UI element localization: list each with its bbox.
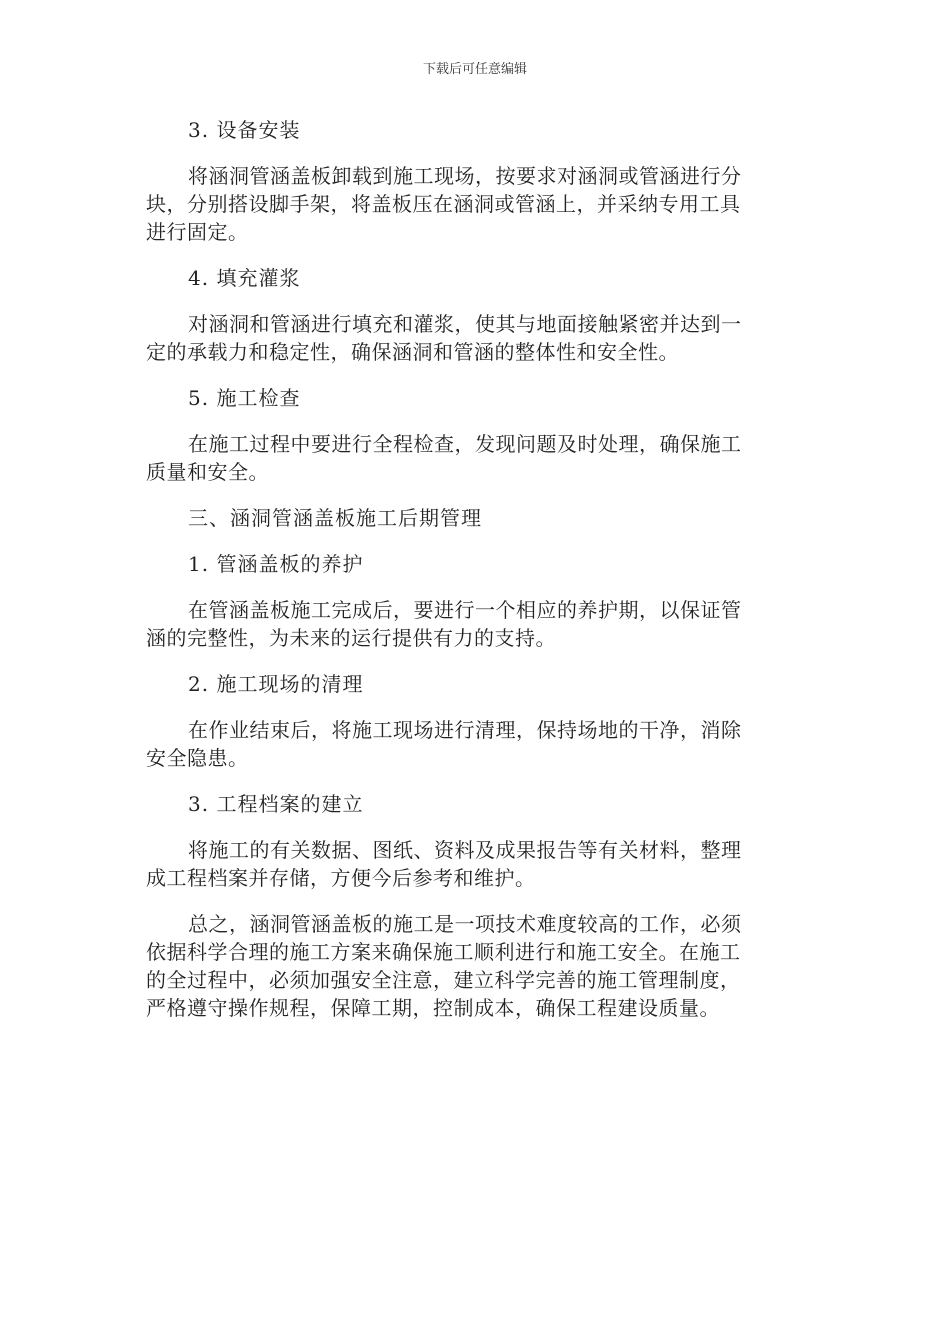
text-line: 对涵洞和管涵进行填充和灌浆，使其与地面接触紧密并达到一 [188, 312, 742, 336]
text-line: 将施工的有关数据、图纸、资料及成果报告等有关材料，整理 [188, 838, 742, 862]
paragraph [146, 596, 796, 652]
section-heading [146, 670, 796, 698]
text-line: 5. 施工检查 [188, 386, 301, 410]
section-heading [146, 550, 796, 578]
text-line: 3. 设备安装 [188, 118, 301, 142]
text-line: 在作业结束后，将施工现场进行清理，保持场地的干净，消除 [188, 718, 742, 742]
text-line: 块，分别搭设脚手架，将盖板压在涵洞或管涵上，并采纳专用工具 [146, 192, 741, 216]
text-line: 的全过程中，必须加强安全注意，建立科学完善的施工管理制度， [146, 968, 741, 992]
text-line: 质量和安全。 [146, 460, 269, 484]
text-line: 将涵洞管涵盖板卸载到施工现场，按要求对涵洞或管涵进行分 [188, 164, 742, 188]
paragraph [146, 310, 796, 366]
section-heading [146, 504, 796, 532]
text-line: 严格遵守操作规程，保障工期，控制成本，确保工程建设质量。 [146, 996, 720, 1020]
text-line: 进行固定。 [146, 220, 249, 244]
text-line: 3. 工程档案的建立 [188, 792, 364, 816]
text-line: 依据科学合理的施工方案来确保施工顺利进行和施工安全。在施工 [146, 940, 741, 964]
text-line: 4. 填充灌浆 [188, 266, 301, 290]
paragraph [146, 716, 796, 772]
document-body [146, 116, 796, 1040]
section-heading [146, 264, 796, 292]
paragraph [146, 162, 796, 246]
text-line: 安全隐患。 [146, 746, 249, 770]
section-heading [146, 116, 796, 144]
page-header: 下载后可任意编辑 [422, 62, 527, 77]
text-line: 涵的完整性，为未来的运行提供有力的支持。 [146, 626, 556, 650]
text-line: 成工程档案并存储，方便今后参考和维护。 [146, 866, 536, 890]
text-line: 2. 施工现场的清理 [188, 672, 364, 696]
text-line: 三、涵洞管涵盖板施工后期管理 [188, 506, 482, 530]
section-heading [146, 384, 796, 412]
text-line: 在施工过程中要进行全程检查，发现问题及时处理，确保施工 [188, 432, 742, 456]
paragraph [146, 910, 796, 1022]
paragraph [146, 430, 796, 486]
text-line: 定的承载力和稳定性，确保涵洞和管涵的整体性和安全性。 [146, 340, 679, 364]
paragraph [146, 836, 796, 892]
text-line: 总之，涵洞管涵盖板的施工是一项技术难度较高的工作，必须 [188, 912, 742, 936]
text-line: 在管涵盖板施工完成后，要进行一个相应的养护期，以保证管 [188, 598, 742, 622]
text-line: 1. 管涵盖板的养护 [188, 552, 364, 576]
section-heading [146, 790, 796, 818]
